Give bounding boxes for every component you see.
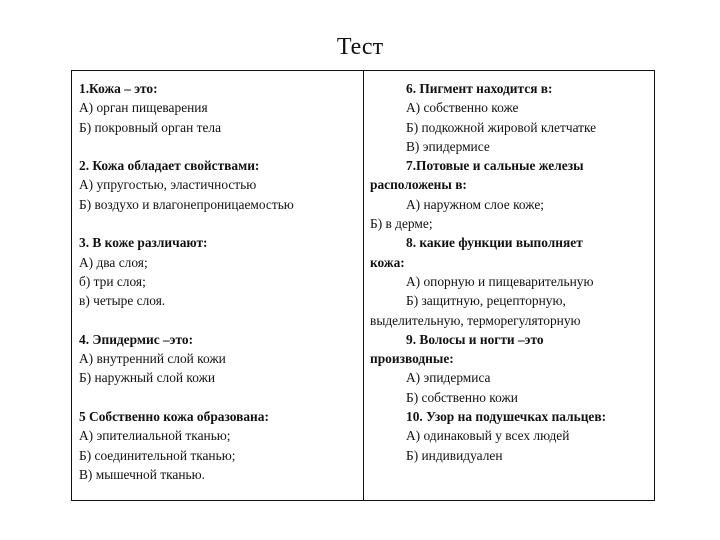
answer-option: А) одинаковый у всех людей [406, 428, 570, 444]
question-text: 2. Кожа обладает свойствами: [79, 158, 260, 174]
answer-option: Б) покровный орган тела [79, 119, 222, 135]
question-text: 5 Собственно кожа образована: [79, 409, 269, 425]
answer-option: А) орган пищеварения [79, 100, 208, 116]
question-text: 4. Эпидермис –это: [79, 331, 194, 347]
answer-option: Б) воздухо и влагонепроницаемостью [79, 196, 294, 212]
answer-option: Б) подкожной жировой клетчатке [406, 119, 597, 135]
answer-option: А) два слоя; [79, 254, 148, 270]
spacer [79, 388, 363, 407]
question-text: кожа: [370, 254, 405, 270]
answer-option: В) мышечной тканью. [79, 466, 205, 482]
answer-option: Б) наружный слой кожи [79, 370, 216, 386]
question-text: 1.Кожа – это: [79, 81, 158, 96]
answer-option: Б) в дерме; [370, 216, 433, 232]
question-text: производные: [370, 351, 454, 367]
spacer [79, 214, 363, 233]
answer-option: А) внутренний слой кожи [79, 351, 226, 367]
answer-option: Б) индивидуален [406, 447, 503, 463]
spacer [79, 137, 363, 156]
answer-option: А) эпидермиса [406, 370, 491, 386]
right-column [364, 71, 654, 500]
question-text: 6. Пигмент находится в: [406, 81, 553, 96]
answer-option: б) три слоя; [79, 273, 146, 289]
question-text: 7.Потовые и сальные железы [406, 158, 584, 174]
question-text: 9. Волосы и ногти –это [406, 331, 544, 347]
question-text: 8. какие функции выполняет [406, 235, 583, 251]
question-text: расположены в: [370, 177, 467, 193]
answer-option: В) эпидермисе [406, 138, 490, 154]
question-text: 3. В коже различают: [79, 235, 208, 251]
page-title: Тест [336, 34, 384, 60]
answer-option: А) опорную и пищеварительную [406, 273, 594, 289]
answer-option: А) упругостью, эластичностью [79, 177, 257, 193]
answer-option: А) наружном слое коже; [406, 196, 545, 212]
answer-option: Б) соединительной тканью; [79, 447, 236, 463]
question-text: 10. Узор на подушечках пальцев: [406, 409, 607, 425]
test-table [71, 70, 655, 501]
answer-option: Б) собственно кожи [406, 389, 518, 405]
answer-option: в) четыре слоя. [79, 293, 166, 309]
left-column [72, 71, 364, 500]
answer-option: Б) защитную, рецепторную, [406, 293, 566, 309]
answer-option: выделительную, терморегуляторную [370, 312, 581, 328]
answer-option: А) эпителиальной тканью; [79, 428, 231, 444]
spacer [79, 311, 363, 330]
answer-option: А) собственно коже [406, 100, 519, 116]
